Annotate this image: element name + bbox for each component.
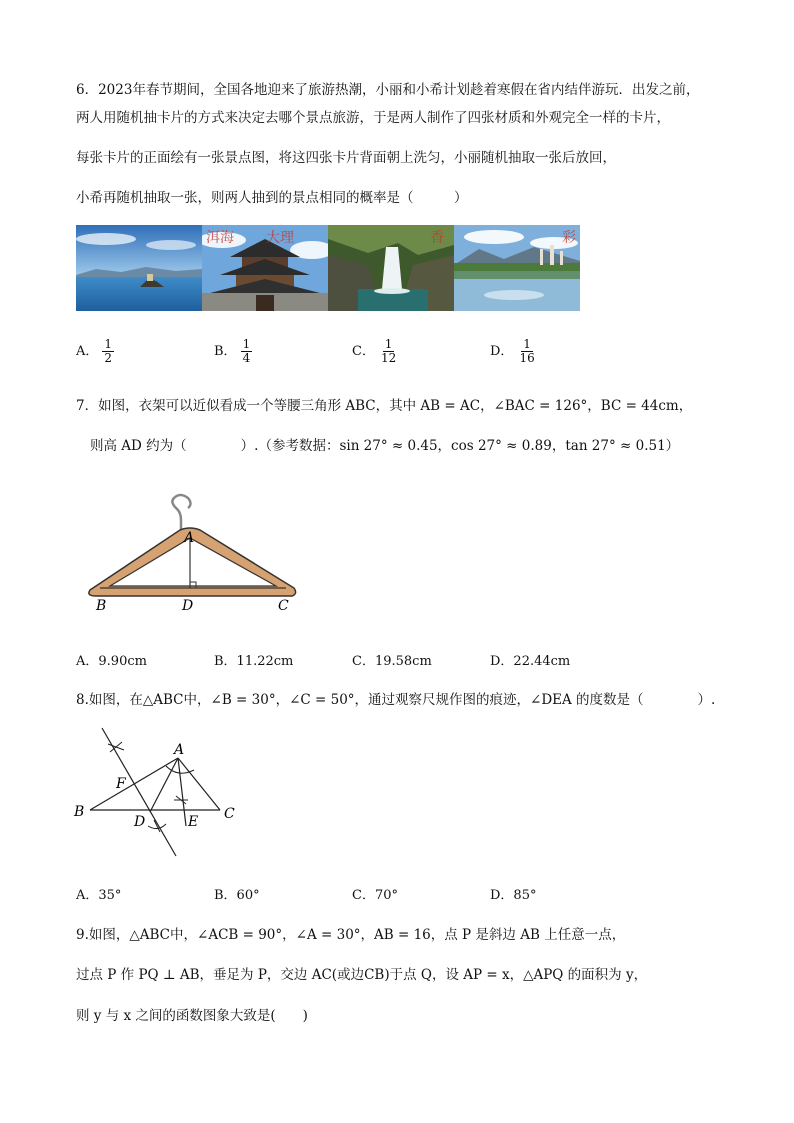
label-d: D [134, 814, 146, 830]
angle-bisector [178, 758, 186, 826]
numerator: 1 [104, 337, 113, 351]
label-c: C [278, 598, 289, 614]
q8-option-c[interactable]: C．70° [352, 888, 398, 903]
q6-line-4: 小希再随机抽取一张，则两人抽到的景点相同的概率是（ ） [76, 190, 468, 206]
q6-option-b[interactable]: B． $\frac{1}{4}$ [214, 337, 251, 365]
photo-erhai-lake [76, 225, 202, 311]
q9-line-1: 9.如图，△ABC中，∠ACB = 90°，∠A = 30°，AB = 16，点 P 是斜边 AB 上任意一点， [76, 927, 626, 943]
q6-option-d[interactable]: D． $\frac{1}{16}$ [490, 337, 535, 365]
scenic-photos [76, 225, 580, 311]
arc-mark-bottom [148, 820, 166, 832]
q8-line-1: 8.如图，在△ABC中，∠B = 30°，∠C = 50°，通过观察尺规作图的痕迹，∠DEA 的度数是（ ）. [76, 692, 716, 708]
label-b: B [96, 598, 107, 614]
label-e: E [188, 814, 199, 830]
q7-option-a[interactable]: A．9.90cm [76, 654, 147, 669]
numerator: 1 [523, 337, 531, 351]
q6-option-a[interactable]: A． $\frac{1}{2}$ [76, 337, 113, 365]
q7-option-b[interactable]: B．11.22cm [214, 654, 294, 669]
denominator: 4 [242, 351, 251, 365]
label-d: D [182, 598, 194, 614]
q6-line-2: 两人用随机抽卡片的方式来决定去哪个景点旅游，于是两人制作了四张材质和外观完全一样的卡片， [76, 110, 670, 126]
label-a: A [184, 530, 195, 546]
photo-caption-3: 香 [430, 230, 444, 246]
label-f: F [116, 776, 126, 792]
q6-line-1: 6．2023年春节期间，全国各地迎来了旅游热潮，小丽和小希计划趁着寒假在省内结伴游玩．出发之前， [76, 82, 700, 98]
label-c: C [224, 806, 235, 822]
denominator: 2 [104, 351, 113, 365]
hanger-hook [172, 495, 190, 530]
q6-line-3: 每张卡片的正面绘有一张景点图，将这四张卡片背面朝上洗匀，小丽随机抽取一张后放回， [76, 150, 616, 166]
photo-caption-4: 彩 [562, 230, 576, 246]
q7-line-1: 7．如图，衣架可以近似看成一个等腰三角形 ABC，其中 AB = AC，∠BAC = 126°，BC = 44cm， [76, 398, 693, 414]
label-b: B [74, 804, 85, 820]
q8-option-b[interactable]: B．60° [214, 888, 260, 903]
denominator: 12 [380, 351, 397, 365]
photo-caption-1: 洱海 [206, 230, 234, 246]
q9-line-2: 过点 P 作 PQ ⊥ AB，垂足为 P，交边 AC(或边CB)于点 Q，设 AP = x，△APQ 的面积为 y， [76, 967, 648, 983]
numerator: 1 [242, 337, 251, 351]
construction-figure [70, 720, 250, 865]
q6-option-c[interactable]: C． $\frac{1}{12}$ [352, 337, 397, 365]
photo-caption-2: 大理 [266, 230, 294, 246]
q8-option-a[interactable]: A．35° [76, 888, 122, 903]
q8-option-d[interactable]: D．85° [490, 888, 537, 903]
numerator: 1 [384, 337, 393, 351]
denominator: 16 [519, 351, 535, 365]
q7-option-c[interactable]: C．19.58cm [352, 654, 432, 669]
q7-line-2: 则高 AD 约为（ ）.（参考数据：sin 27° ≈ 0.45，cos 27° ≈ 0.89，tan 27° ≈ 0.51） [90, 438, 680, 454]
arc-mark-inner [174, 796, 188, 804]
label-a: A [174, 742, 185, 758]
perpendicular-bisector [102, 728, 176, 856]
hanger-figure [80, 490, 310, 620]
q9-line-3: 则 y 与 x 之间的函数图象大致是( ) [76, 1008, 308, 1024]
q7-option-d[interactable]: D．22.44cm [490, 654, 571, 669]
